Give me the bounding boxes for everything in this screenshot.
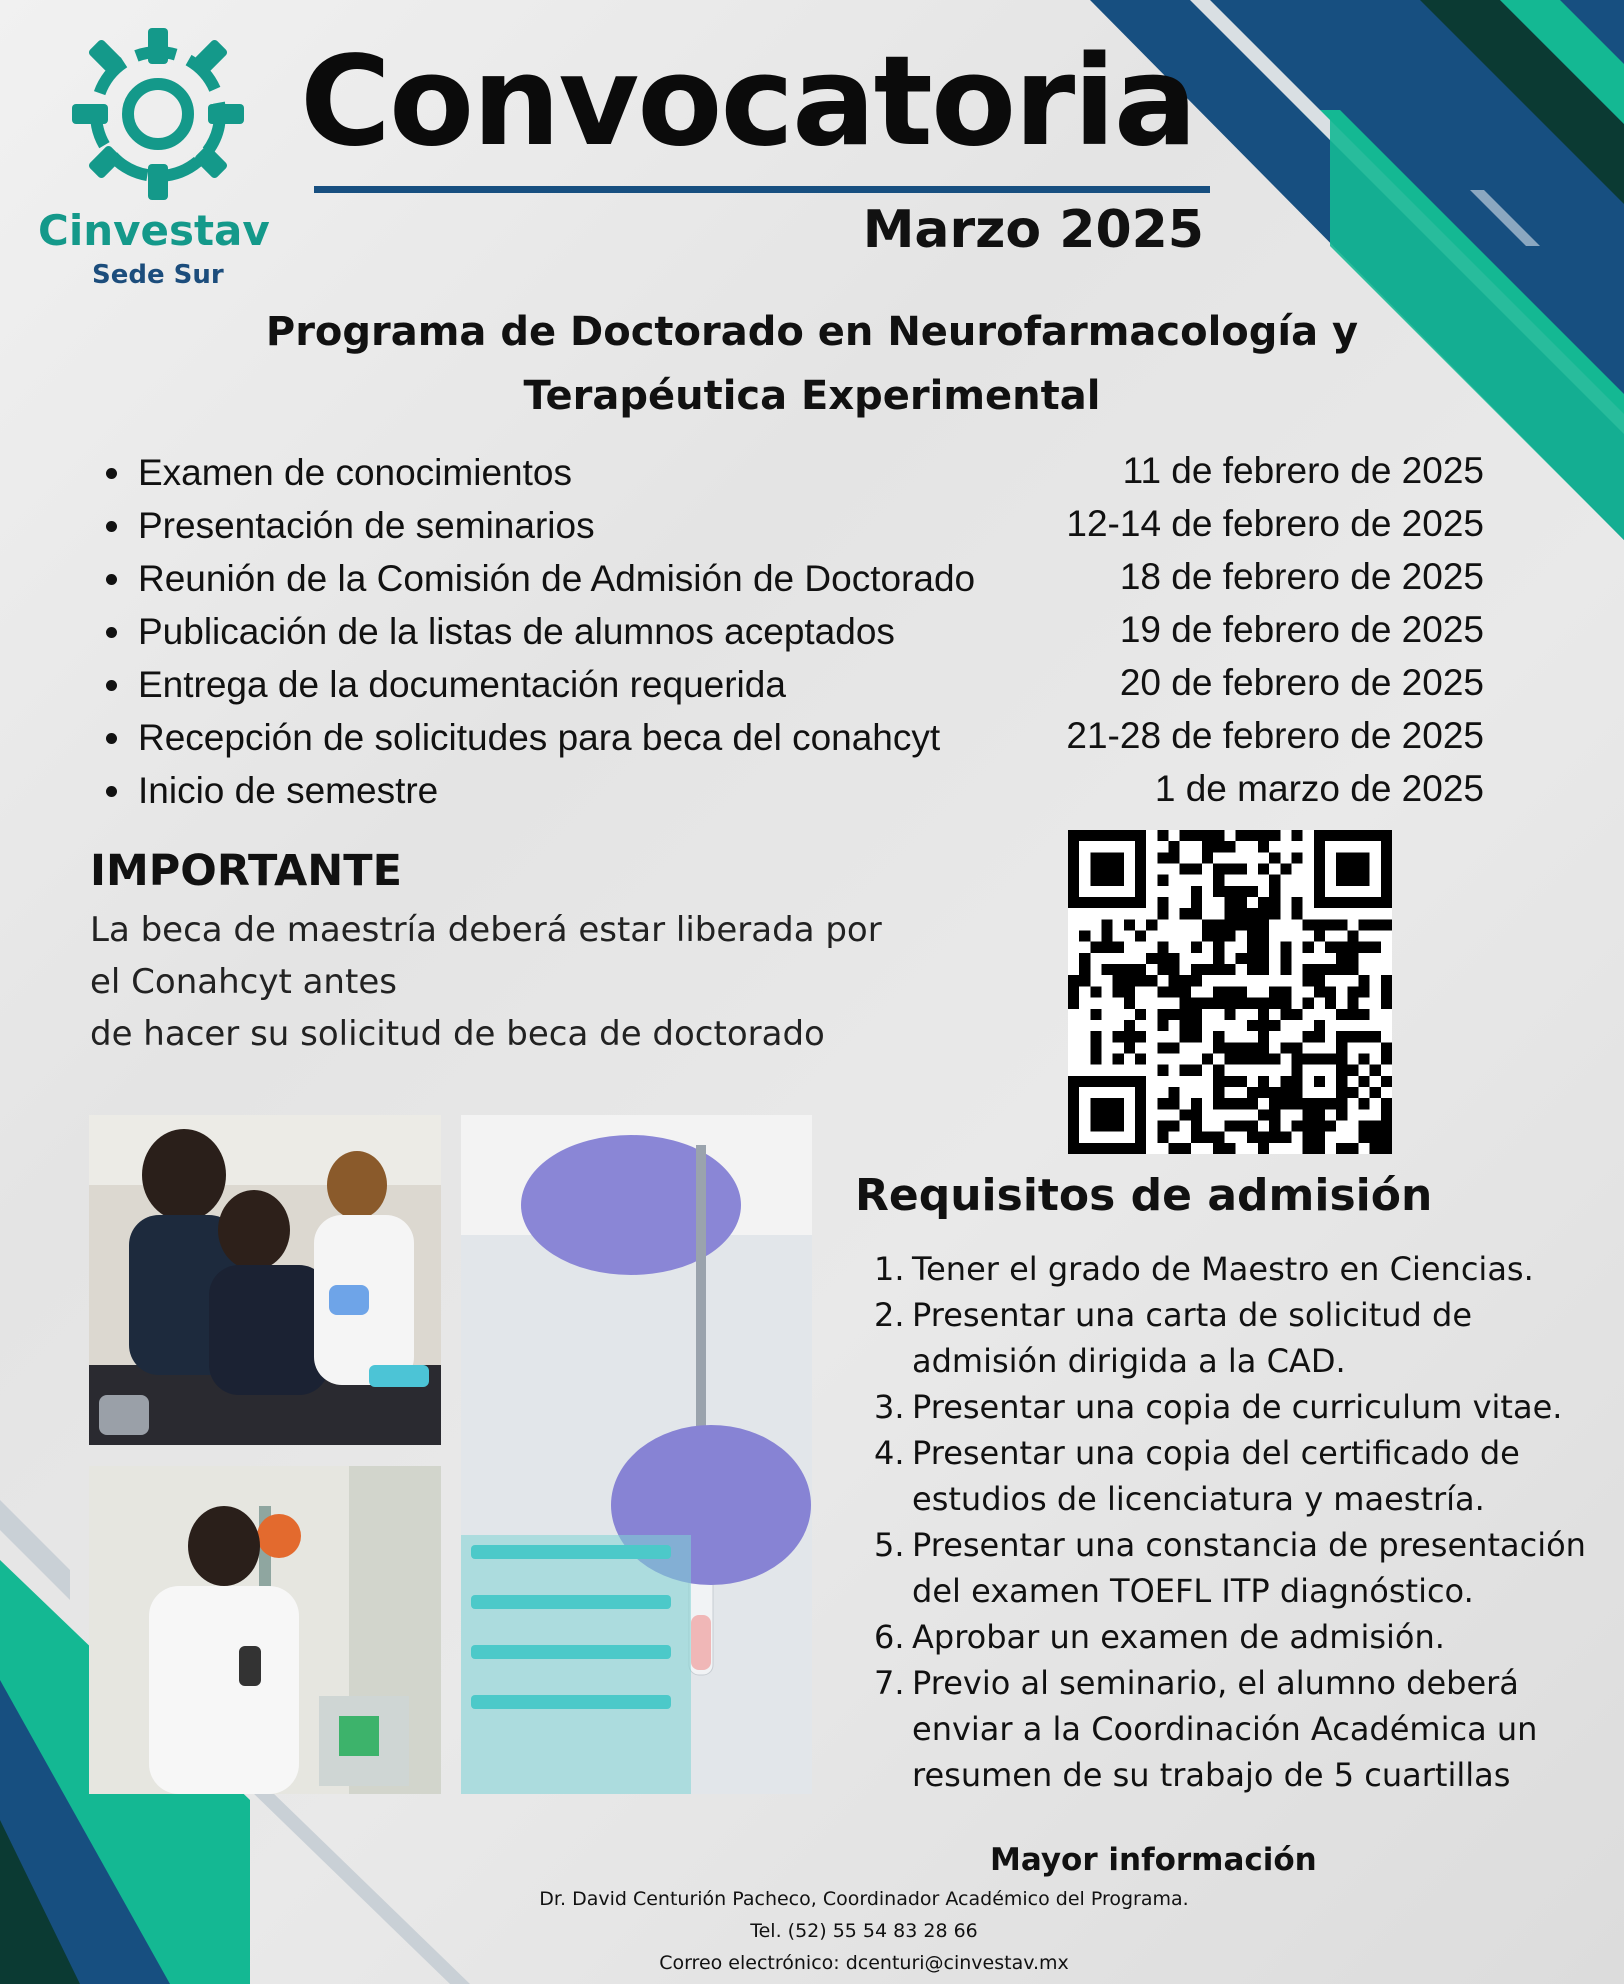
brand-subtitle: Sede Sur (92, 260, 224, 290)
call-date: Marzo 2025 (862, 200, 1204, 260)
qr-code-icon[interactable] (1068, 830, 1392, 1154)
requirements-list (876, 1246, 1596, 1798)
important-heading: IMPORTANTE (90, 846, 403, 896)
schedule-date: 21-28 de febrero de 2025 (1066, 715, 1484, 756)
schedule-item (100, 658, 1500, 711)
requirement-item (876, 1384, 1596, 1430)
requirement-number: 2. (874, 1296, 905, 1334)
schedule-item (100, 764, 1500, 817)
requirement-item (876, 1246, 1596, 1292)
requirement-text: Aprobar un examen de admisión. (912, 1618, 1445, 1656)
photo-lab-student (89, 1466, 441, 1794)
footer-phone[interactable]: Tel. (52) 55 54 83 28 66 (750, 1920, 978, 1942)
program-title (0, 300, 1624, 428)
program-title-line1: Programa de Doctorado en Neurofarmacología y (265, 309, 1359, 355)
important-line: de hacer su solicitud de beca de doctorado (90, 1014, 825, 1054)
requirement-number: 4. (874, 1434, 905, 1472)
photo-gloved-hands (461, 1115, 812, 1794)
requirement-number: 1. (874, 1250, 905, 1288)
schedule-item (100, 552, 1500, 605)
bullet-icon (106, 574, 117, 585)
schedule-item (100, 499, 1500, 552)
schedule-label: Publicación de la listas de alumnos aceptados (138, 611, 895, 652)
requirement-text: Previo al seminario, el alumno deberá enviar a la Coordinación Académica un resumen de su trabajo de 5 cuartillas (912, 1664, 1538, 1794)
important-line: el Conahcyt antes (90, 962, 397, 1002)
cinvestav-logo-icon (72, 28, 244, 200)
schedule-date: 19 de febrero de 2025 (1119, 609, 1484, 650)
bullet-icon (106, 521, 117, 532)
important-line: La beca de maestría deberá estar liberada por (90, 910, 882, 950)
important-text (90, 904, 950, 1060)
bullet-icon (106, 786, 117, 797)
requirement-text: Presentar una copia de curriculum vitae. (912, 1388, 1563, 1426)
requirement-item (876, 1292, 1596, 1384)
page-title: Convocatoria (300, 30, 1196, 174)
bullet-icon (106, 680, 117, 691)
photo-lab-team (89, 1115, 441, 1445)
requirement-number: 5. (874, 1526, 905, 1564)
requirement-item (876, 1660, 1596, 1798)
schedule-list (100, 446, 1500, 817)
schedule-date: 12-14 de febrero de 2025 (1066, 503, 1484, 544)
schedule-label: Presentación de seminarios (138, 505, 595, 546)
schedule-item (100, 446, 1500, 499)
brand-name: Cinvestav (38, 206, 270, 255)
requirement-item (876, 1430, 1596, 1522)
schedule-date: 1 de marzo de 2025 (1154, 768, 1484, 809)
qr-code-graphic (1068, 830, 1392, 1154)
requirement-text: Presentar una constancia de presentación del examen TOEFL ITP diagnóstico. (912, 1526, 1586, 1610)
requirement-item (876, 1614, 1596, 1660)
program-title-line2: Terapéutica Experimental (523, 373, 1101, 419)
requirements-heading: Requisitos de admisión (855, 1170, 1433, 1221)
bullet-icon (106, 468, 117, 479)
requirement-text: Presentar una carta de solicitud de admisión dirigida a la CAD. (912, 1296, 1473, 1380)
footer-heading: Mayor información (990, 1842, 1317, 1878)
footer-contact: Dr. David Centurión Pacheco, Coordinador Académico del Programa. (539, 1888, 1189, 1910)
requirement-text: Presentar una copia del certificado de estudios de licenciatura y maestría. (912, 1434, 1520, 1518)
schedule-date: 18 de febrero de 2025 (1119, 556, 1484, 597)
requirement-number: 6. (874, 1618, 905, 1656)
schedule-item (100, 605, 1500, 658)
schedule-label: Reunión de la Comisión de Admisión de Doctorado (138, 558, 976, 599)
bullet-icon (106, 627, 117, 638)
schedule-date: 11 de febrero de 2025 (1122, 450, 1484, 491)
schedule-label: Entrega de la documentación requerida (138, 664, 786, 705)
schedule-date: 20 de febrero de 2025 (1119, 662, 1484, 703)
schedule-label: Examen de conocimientos (138, 452, 572, 493)
requirement-number: 3. (874, 1388, 905, 1426)
schedule-label: Inicio de semestre (138, 770, 439, 811)
schedule-label: Recepción de solicitudes para beca del conahcyt (138, 717, 941, 758)
schedule-item (100, 711, 1500, 764)
requirement-text: Tener el grado de Maestro en Ciencias. (912, 1250, 1534, 1288)
footer-email[interactable]: Correo electrónico: dcenturi@cinvestav.mx (659, 1952, 1069, 1974)
bullet-icon (106, 733, 117, 744)
title-underline (314, 186, 1210, 193)
requirement-item (876, 1522, 1596, 1614)
requirement-number: 7. (874, 1664, 905, 1702)
